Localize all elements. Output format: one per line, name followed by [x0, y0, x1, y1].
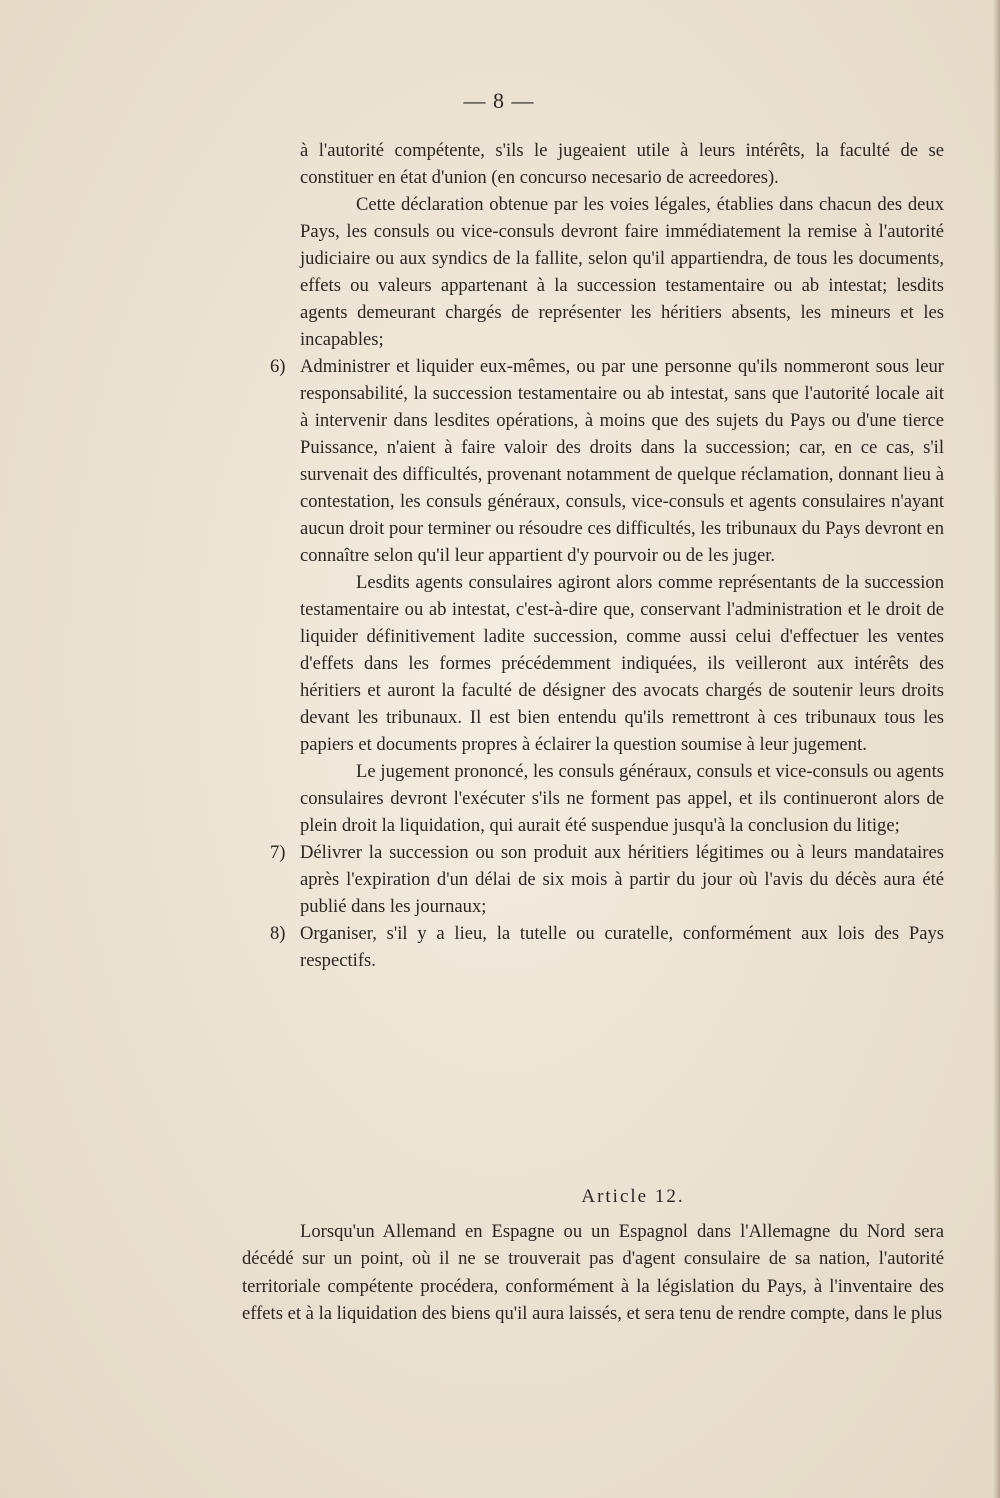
- list-item-6: [270, 353, 944, 569]
- paragraph-agents: Lesdits agents consulaires agiront alors comme représentants de la succession testamentaire ou ab intestat, c'est-à-dire que, conservant l'administration et le droit de liquider définitivement ladite succession, comme aussi celui d'effectuer les ventes d'effets dans les formes précédemment indiquées, ils veilleront aux intérêts des héritiers et auront la faculté de désigner des avocats chargés de soutenir leurs droits devant les tribunaux. Il est bien entendu qu'ils remettront à ces tribunaux tous les papiers et documents propres à éclairer la question soumise à leur jugement.: [300, 572, 944, 755]
- paragraph-declaration: Cette déclaration obtenue par les voies légales, établies dans chacun des deux Pays, les consuls ou vice-consuls devront faire immédiatement la remise à l'autorité judiciaire ou aux syndics de la fallite, selon qu'il appartiendra, de tous les documents, effets ou valeurs appartenant à la succession testamentaire ou ab intestat; lesdits agents demeurant chargés de représenter les héritiers absents, les mineurs et les incapables;: [300, 194, 944, 350]
- paragraph-continuation: à l'autorité compétente, s'ils le jugeaient utile à leurs intérêts, la faculté de se constituer en état d'union (en concurso necesario de acreedores).: [300, 140, 944, 188]
- paragraph-jugement: Le jugement prononcé, les consuls généraux, consuls et vice-consuls ou agents consulaires devront l'exécuter s'ils ne forment pas appel, et ils continueront alors de plein droit la liquidation, qui aurait été suspendue jusqu'à la conclusion du litige;: [300, 761, 944, 836]
- list-item-7-text: Délivrer la succession ou son produit aux héritiers légitimes ou à leurs mandataires après l'expiration d'un délai de six mois à partir du jour où l'avis du décès aura été publié dans les journaux;: [300, 842, 944, 917]
- list-item-8-text: Organiser, s'il y a lieu, la tutelle ou curatelle, conformément aux lois des Pays respectifs.: [300, 923, 944, 971]
- article-paragraph: Lorsqu'un Allemand en Espagne ou un Espagnol dans l'Allemagne du Nord sera décédé sur un point, où il ne se trouverait pas d'agent consulaire de sa nation, l'autorité territoriale compétente procédera, conformément à la législation du Pays, à l'inventaire des effets et à la liquidation des biens qu'il aura laissés, et sera tenu de rendre compte, dans le plus: [242, 1221, 944, 1324]
- list-item-8-number: 8): [270, 923, 286, 944]
- list-item-8: [270, 920, 944, 974]
- page-edge-shadow: [994, 0, 1000, 1498]
- article-section: [242, 1183, 944, 1327]
- main-text-block: [270, 137, 944, 974]
- list-item-7-number: 7): [270, 842, 286, 863]
- article-title: Article 12.: [581, 1186, 685, 1207]
- list-item-6-text: Administrer et liquider eux-mêmes, ou par une personne qu'ils nommeront sous leur responsabilité, la succession testamentaire ou ab intestat, sans que l'autorité locale ait à intervenir dans lesdites opérations, à moins que des sujets du Pays ou d'une tierce Puissance, n'aient à faire valoir des droits dans la succession; car, en ce cas, s'il survenait des difficultés, provenant notamment de quelque réclamation, donnant lieu à contestation, les consuls généraux, consuls, vice-consuls et agents consulaires n'ayant aucun droit pour terminer ou résoudre ces difficultés, les tribunaux du Pays devront en connaître selon qu'il leur appartient d'y pourvoir ou de les juger.: [300, 356, 944, 566]
- page-number: — 8 —: [463, 88, 535, 113]
- list-item-6-number: 6): [270, 356, 286, 377]
- list-item-7: [270, 839, 944, 920]
